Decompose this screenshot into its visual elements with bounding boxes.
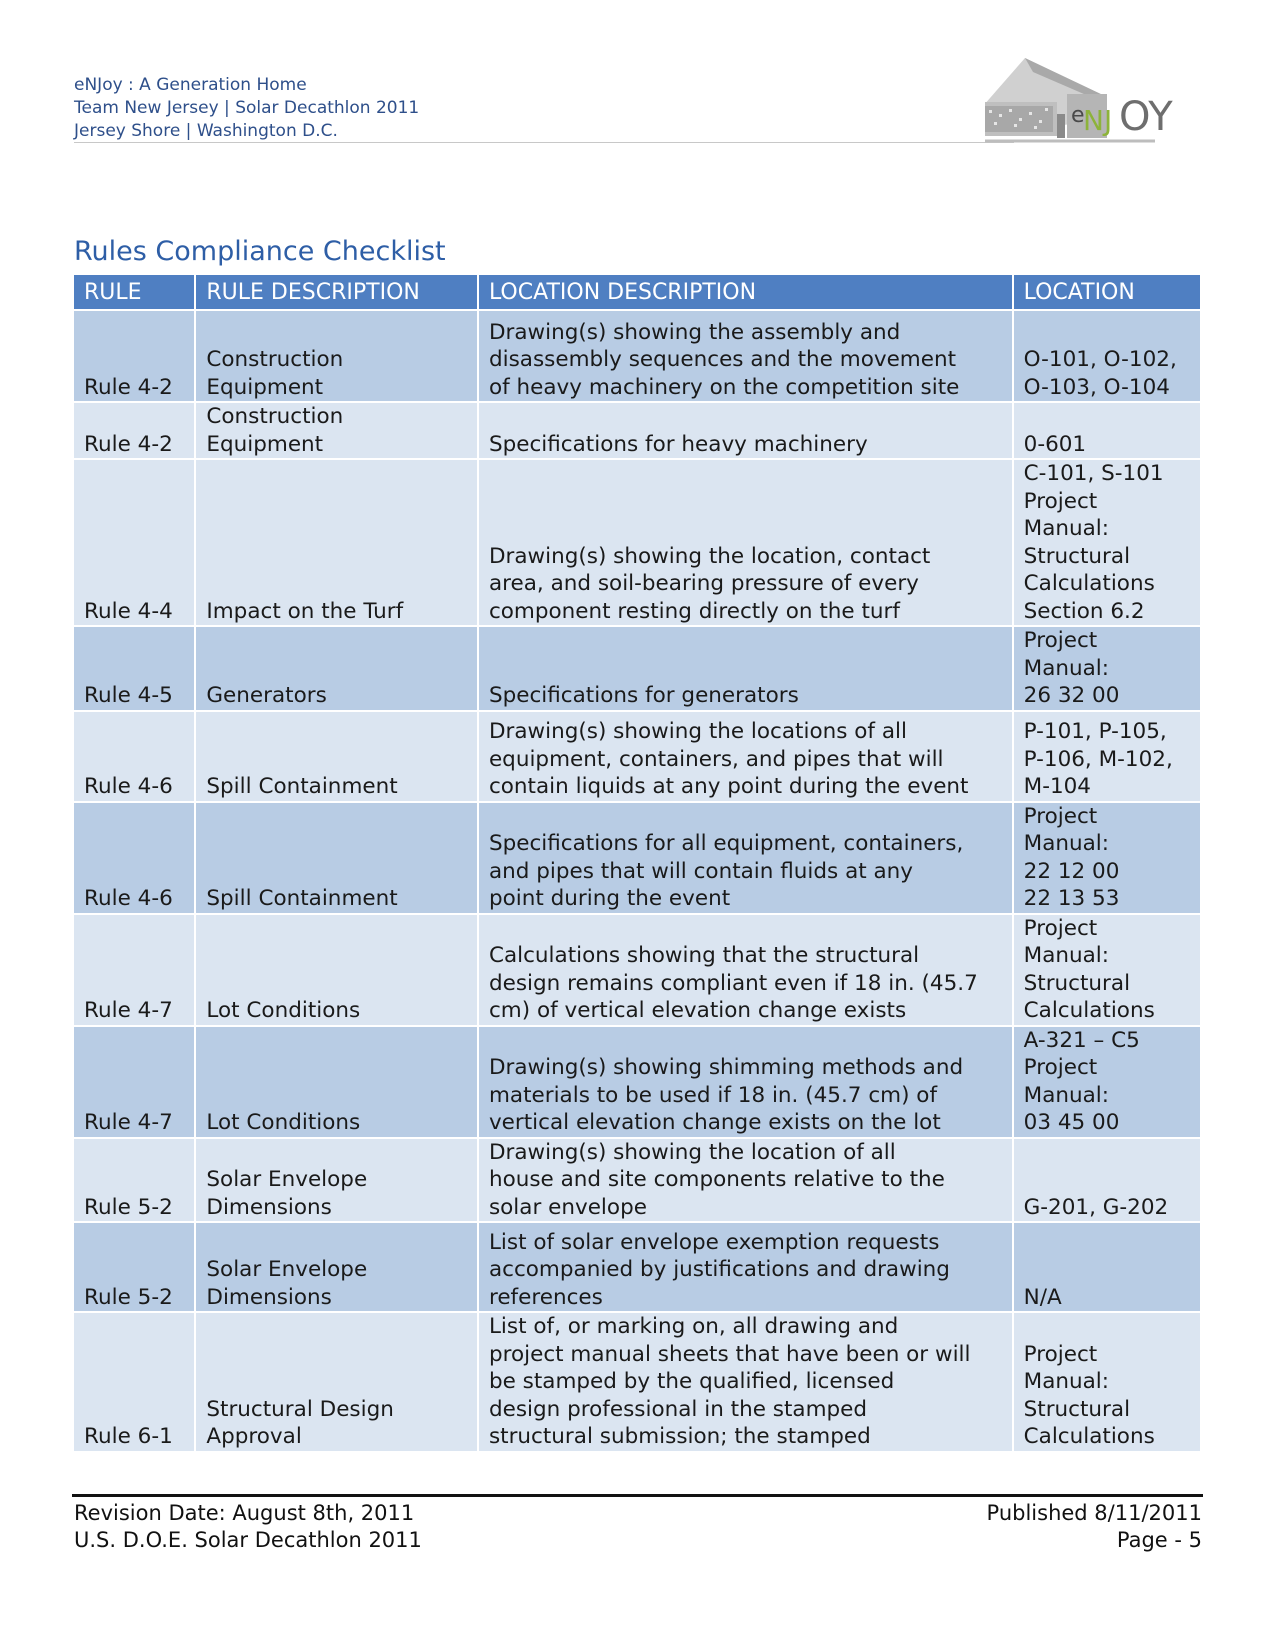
location-description-cell bbox=[479, 403, 1012, 460]
svg-text:NJ: NJ bbox=[1083, 104, 1113, 137]
cell-line: N/A bbox=[1023, 1284, 1062, 1310]
footer-left bbox=[74, 1500, 422, 1554]
cell-line: 26 32 00 bbox=[1023, 683, 1120, 708]
rule-cell bbox=[74, 803, 194, 915]
cell-line: Specifications for all equipment, containers, bbox=[488, 831, 964, 856]
page-number: Page - 5 bbox=[1116, 1528, 1202, 1552]
location-cell bbox=[1014, 627, 1200, 712]
location-cell bbox=[1014, 311, 1200, 403]
cell-line: Rule 4-2 bbox=[84, 374, 173, 400]
footer-divider bbox=[72, 1494, 1203, 1497]
cell-line: Equipment bbox=[206, 431, 324, 457]
cell-line: 03 45 00 bbox=[1023, 1110, 1120, 1135]
location-description-cell bbox=[479, 460, 1012, 627]
cell-line: Drawing(s) showing the location, contact bbox=[488, 543, 931, 569]
table-row bbox=[74, 460, 1200, 627]
cell-line: Approval bbox=[206, 1424, 302, 1449]
rule-cell bbox=[74, 627, 194, 712]
rule-description-cell bbox=[196, 311, 477, 403]
cell-line: Drawing(s) showing the location of all bbox=[488, 1139, 896, 1165]
rules-compliance-table bbox=[72, 275, 1202, 1453]
cell-line: 22 13 53 bbox=[1023, 886, 1120, 911]
cell-line: and pipes that will contain fluids at any bbox=[488, 858, 914, 884]
cell-line: Rule 5-2 bbox=[84, 1194, 173, 1220]
location-cell bbox=[1014, 915, 1200, 1027]
rule-cell bbox=[74, 403, 194, 460]
location-cell bbox=[1014, 460, 1200, 627]
cell-line: Equipment bbox=[206, 374, 324, 400]
cell-line: 22 12 00 bbox=[1023, 858, 1120, 884]
cell-line: Lot Conditions bbox=[206, 1110, 361, 1135]
cell-line: Project bbox=[1023, 488, 1098, 514]
location-description-cell bbox=[479, 627, 1012, 712]
page-title: Rules Compliance Checklist bbox=[74, 236, 446, 267]
cell-line: O-103, O-104 bbox=[1023, 374, 1170, 400]
location-cell bbox=[1014, 803, 1200, 915]
cell-line: design professional in the stamped bbox=[488, 1396, 868, 1422]
cell-line: Calculations bbox=[1023, 1424, 1155, 1449]
table-row bbox=[74, 311, 1200, 403]
cell-line: P-101, P-105, bbox=[1023, 719, 1167, 744]
rule-cell bbox=[74, 1223, 194, 1313]
cell-line: accompanied by justifications and drawing bbox=[488, 1257, 950, 1282]
header-line-1: eNJoy : A Generation Home bbox=[74, 75, 307, 95]
header-divider bbox=[74, 142, 1014, 143]
cell-line: Calculations bbox=[1023, 998, 1155, 1023]
cell-line: Manual: bbox=[1023, 1082, 1110, 1108]
footer-publisher: U.S. D.O.E. Solar Decathlon 2011 bbox=[74, 1528, 422, 1552]
cell-line: references bbox=[488, 1284, 603, 1310]
cell-line: Structural bbox=[1023, 543, 1131, 569]
cell-line: project manual sheets that have been or will bbox=[488, 1341, 971, 1367]
cell-line: C-101, S-101 bbox=[1023, 461, 1164, 486]
cell-line: Structural Design bbox=[206, 1396, 394, 1422]
rule-cell bbox=[74, 712, 194, 803]
cell-line: be stamped by the qualified, licensed bbox=[488, 1369, 895, 1394]
cell-line: Drawing(s) showing the locations of all bbox=[488, 719, 907, 744]
location-cell bbox=[1014, 403, 1200, 460]
cell-line: Drawing(s) showing shimming methods and bbox=[488, 1055, 964, 1080]
cell-line: component resting directly on the turf bbox=[488, 598, 900, 624]
location-description-cell bbox=[479, 915, 1012, 1027]
cell-line: Rule 6-1 bbox=[84, 1424, 173, 1449]
cell-line: Project bbox=[1023, 803, 1098, 829]
location-cell bbox=[1014, 1313, 1200, 1453]
cell-line: Manual: bbox=[1023, 516, 1110, 541]
svg-text:e: e bbox=[1071, 103, 1085, 128]
cell-line: Dimensions bbox=[206, 1284, 332, 1310]
cell-line: Structural bbox=[1023, 1396, 1131, 1422]
cell-line: Rule 4-6 bbox=[84, 886, 173, 911]
cell-line: cm) of vertical elevation change exists bbox=[488, 998, 907, 1023]
rule-description-cell bbox=[196, 627, 477, 712]
table-row bbox=[74, 1139, 1200, 1224]
location-cell bbox=[1014, 1139, 1200, 1224]
table-row bbox=[74, 627, 1200, 712]
cell-line: materials to be used if 18 in. (45.7 cm) of bbox=[488, 1082, 938, 1108]
column-header-location-description: LOCATION DESCRIPTION bbox=[479, 275, 1012, 311]
cell-line: Project bbox=[1023, 628, 1098, 653]
table-row bbox=[74, 1223, 1200, 1313]
location-description-cell bbox=[479, 311, 1012, 403]
cell-line: Solar Envelope bbox=[206, 1257, 368, 1282]
cell-line: Manual: bbox=[1023, 943, 1110, 968]
cell-line: Solar Envelope bbox=[206, 1167, 368, 1192]
svg-text:OY: OY bbox=[1119, 94, 1173, 140]
cell-line: disassembly sequences and the movement bbox=[488, 347, 957, 372]
cell-line: Manual: bbox=[1023, 1369, 1110, 1394]
cell-line: Project bbox=[1023, 1341, 1098, 1367]
cell-line: Section 6.2 bbox=[1023, 598, 1145, 624]
cell-line: Generators bbox=[206, 683, 327, 708]
cell-line: house and site components relative to the bbox=[488, 1167, 945, 1192]
cell-line: Construction bbox=[206, 347, 344, 372]
cell-line: contain liquids at any point during the event bbox=[488, 774, 969, 799]
table-row bbox=[74, 1027, 1200, 1139]
cell-line: equipment, containers, and pipes that will bbox=[488, 746, 944, 772]
published-date: Published 8/11/2011 bbox=[986, 1501, 1202, 1525]
column-header-rule: RULE bbox=[74, 275, 194, 311]
cell-line: Rule 4-6 bbox=[84, 774, 173, 799]
table-row bbox=[74, 803, 1200, 915]
location-cell bbox=[1014, 1027, 1200, 1139]
column-header-location: LOCATION bbox=[1014, 275, 1200, 311]
cell-line: Rule 4-4 bbox=[84, 598, 173, 624]
document-header bbox=[74, 74, 419, 143]
cell-line: M-104 bbox=[1023, 774, 1091, 799]
cell-line: Specifications for heavy machinery bbox=[488, 431, 868, 457]
cell-line: of heavy machinery on the competition site bbox=[488, 374, 960, 400]
cell-line: vertical elevation change exists on the lot bbox=[488, 1110, 941, 1135]
cell-line: P-106, M-102, bbox=[1023, 746, 1173, 772]
rule-cell bbox=[74, 311, 194, 403]
table-row bbox=[74, 712, 1200, 803]
cell-line: Spill Containment bbox=[206, 886, 398, 911]
cell-line: Project bbox=[1023, 1055, 1098, 1080]
cell-line: Specifications for generators bbox=[488, 683, 799, 708]
rule-cell bbox=[74, 1139, 194, 1224]
footer-right bbox=[987, 1500, 1202, 1554]
rule-cell bbox=[74, 1027, 194, 1139]
cell-line: Impact on the Turf bbox=[206, 598, 404, 624]
cell-line: area, and soil-bearing pressure of every bbox=[488, 571, 919, 596]
cell-line: solar envelope bbox=[488, 1194, 647, 1220]
table-row bbox=[74, 403, 1200, 460]
cell-line: Calculations showing that the structural bbox=[488, 943, 920, 968]
location-description-cell bbox=[479, 1027, 1012, 1139]
cell-line: Rule 5-2 bbox=[84, 1284, 173, 1310]
rule-description-cell bbox=[196, 460, 477, 627]
location-description-cell bbox=[479, 1139, 1012, 1224]
cell-line: Dimensions bbox=[206, 1194, 332, 1220]
table-row bbox=[74, 1313, 1200, 1453]
location-description-cell bbox=[479, 712, 1012, 803]
rule-description-cell bbox=[196, 403, 477, 460]
cell-line: G-201, G-202 bbox=[1023, 1194, 1169, 1220]
location-description-cell bbox=[479, 1223, 1012, 1313]
location-description-cell bbox=[479, 1313, 1012, 1453]
cell-line: O-101, O-102, bbox=[1023, 347, 1177, 372]
cell-line: Calculations bbox=[1023, 571, 1155, 596]
location-cell bbox=[1014, 712, 1200, 803]
cell-line: Manual: bbox=[1023, 831, 1110, 856]
cell-line: Drawing(s) showing the assembly and bbox=[488, 319, 901, 345]
rule-description-cell bbox=[196, 915, 477, 1027]
cell-line: Manual: bbox=[1023, 655, 1110, 681]
cell-line: Rule 4-2 bbox=[84, 431, 173, 457]
rule-description-cell bbox=[196, 1139, 477, 1224]
cell-line: point during the event bbox=[488, 886, 731, 911]
table-row bbox=[74, 915, 1200, 1027]
rule-cell bbox=[74, 915, 194, 1027]
cell-line: List of, or marking on, all drawing and bbox=[488, 1314, 899, 1339]
enjoy-logo bbox=[985, 58, 1205, 162]
rule-description-cell bbox=[196, 1223, 477, 1313]
column-header-rule-description: RULE DESCRIPTION bbox=[196, 275, 477, 311]
cell-line: Construction bbox=[206, 404, 344, 429]
cell-line: design remains compliant even if 18 in. (45.7 bbox=[488, 970, 978, 996]
cell-line: Rule 4-7 bbox=[84, 1110, 173, 1135]
rule-cell bbox=[74, 460, 194, 627]
rule-description-cell bbox=[196, 1027, 477, 1139]
cell-line: Structural bbox=[1023, 970, 1131, 996]
cell-line: Rule 4-7 bbox=[84, 998, 173, 1023]
cell-line: Project bbox=[1023, 915, 1098, 941]
header-line-2: Team New Jersey | Solar Decathlon 2011 bbox=[74, 98, 420, 118]
revision-date: Revision Date: August 8th, 2011 bbox=[74, 1501, 415, 1525]
cell-line: structural submission; the stamped bbox=[488, 1424, 871, 1449]
rule-description-cell bbox=[196, 803, 477, 915]
rule-cell bbox=[74, 1313, 194, 1453]
cell-line: Rule 4-5 bbox=[84, 683, 173, 708]
location-description-cell bbox=[479, 803, 1012, 915]
rule-description-cell bbox=[196, 1313, 477, 1453]
cell-line: List of solar envelope exemption requests bbox=[488, 1229, 940, 1255]
cell-line: Lot Conditions bbox=[206, 998, 361, 1023]
header-line-3: Jersey Shore | Washington D.C. bbox=[74, 121, 338, 141]
cell-line: A-321 – C5 bbox=[1023, 1027, 1140, 1053]
location-cell bbox=[1014, 1223, 1200, 1313]
cell-line: 0-601 bbox=[1023, 431, 1087, 457]
table-header-row bbox=[74, 275, 1200, 311]
cell-line: Spill Containment bbox=[206, 774, 398, 799]
rule-description-cell bbox=[196, 712, 477, 803]
